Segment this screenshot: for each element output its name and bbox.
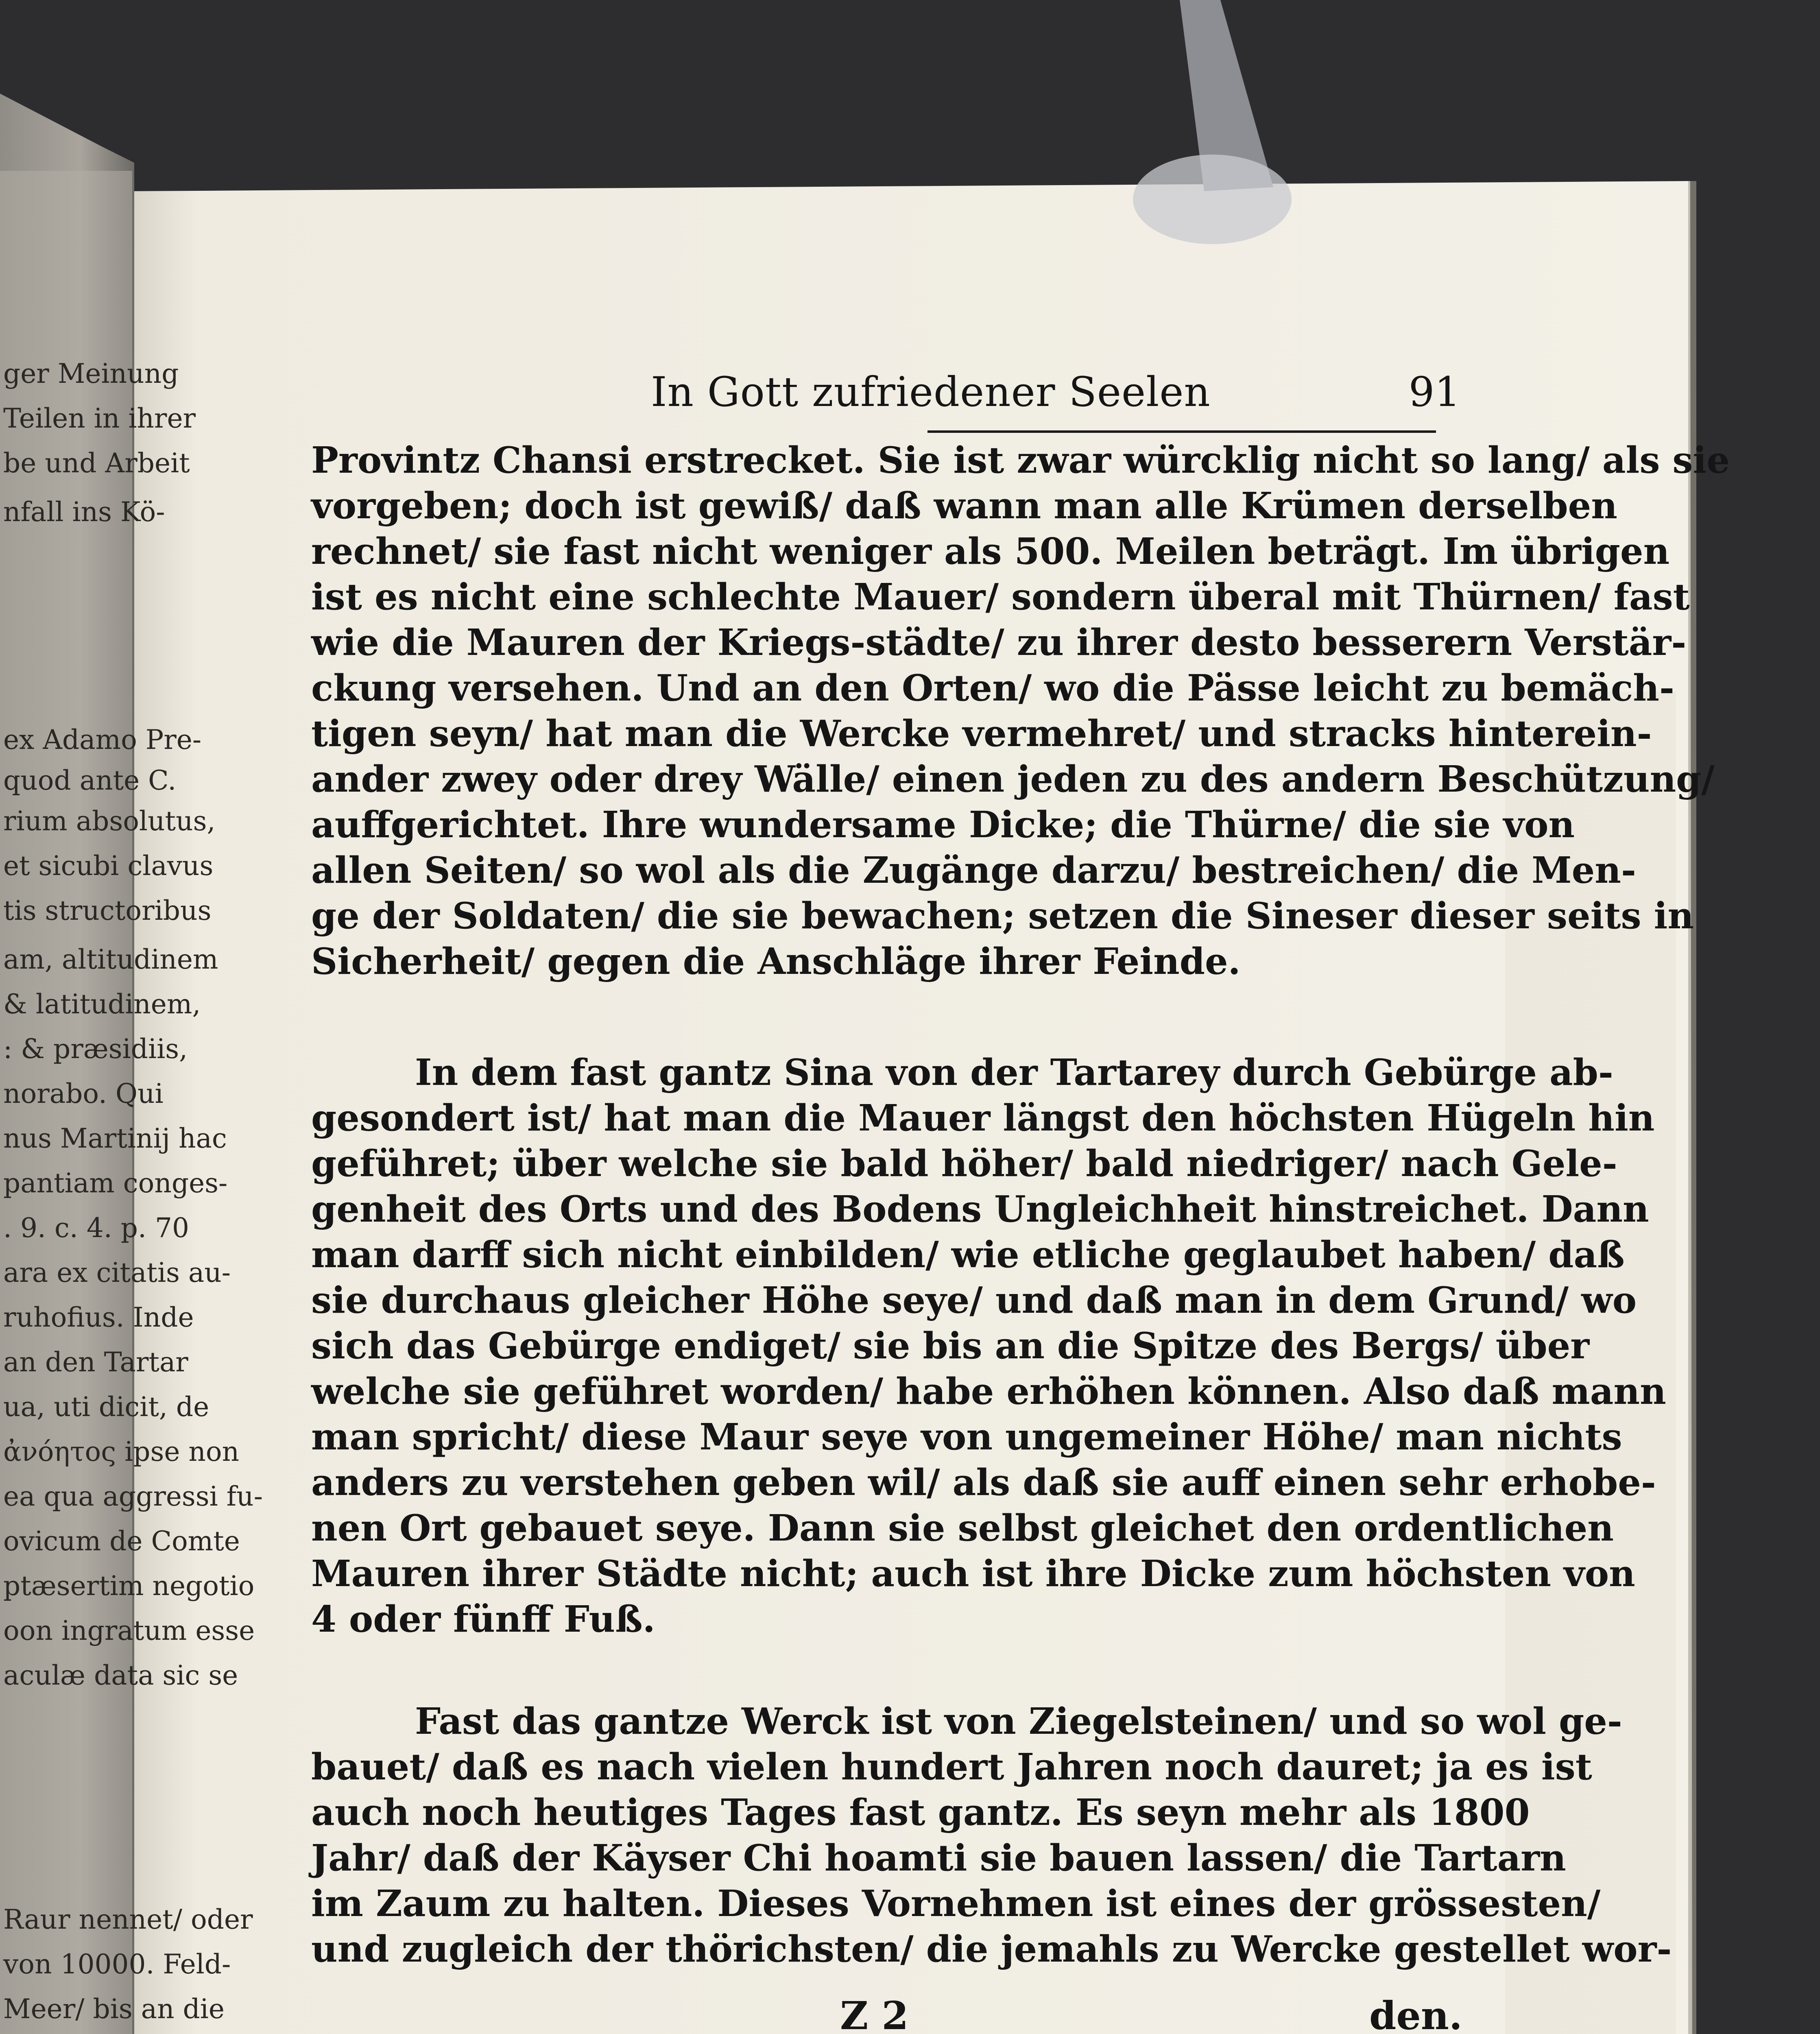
text-line: bauet/ daß es nach vielen hundert Jahren noch dauret; ja es ist bbox=[311, 1745, 1592, 1788]
fragment: rium absolutus, bbox=[3, 805, 216, 837]
fragment: & latitudinem, bbox=[3, 989, 201, 1020]
fragment: Teilen in ihrer bbox=[3, 403, 196, 434]
page-footer bbox=[311, 1993, 1462, 2034]
text-line: wie die Mauren der Kriegs-städte/ zu ihrer desto besserern Verstär- bbox=[311, 621, 1687, 663]
text-line: genheit des Orts und des Bodens Ungleichheit hinstreichet. Dann bbox=[311, 1187, 1649, 1230]
header-rule bbox=[927, 430, 1436, 433]
text-line: ge der Soldaten/ die sie bewachen; setzen die Sineser dieser seits in bbox=[311, 894, 1694, 937]
text-line: Provintz Chansi erstrecket. Sie ist zwar würcklig nicht so lang/ als sie bbox=[311, 439, 1730, 481]
text-line: anders zu verstehen geben wil/ als daß sie auff einen sehr erhobe- bbox=[311, 1461, 1656, 1504]
fragment: quod ante C. bbox=[3, 765, 177, 796]
text-line: Sicherheit/ gegen die Anschläge ihrer Feinde. bbox=[311, 940, 1241, 982]
fragment: nfall ins Kö- bbox=[3, 496, 165, 528]
fragment: pantiam conges- bbox=[3, 1168, 228, 1199]
text-line: ist es nicht eine schlechte Mauer/ sondern überal mit Thürnen/ fast bbox=[311, 575, 1690, 618]
fragment: : & præsidiis, bbox=[3, 1033, 188, 1065]
fragment: an den Tartar bbox=[3, 1347, 188, 1378]
text-line: vorgeben; doch ist gewiß/ daß wann man alle Krümen derselben bbox=[311, 484, 1617, 527]
fragment: aculæ data sic se bbox=[3, 1660, 238, 1691]
text-line: ander zwey oder drey Wälle/ einen jeden zu des andern Beschützung/ bbox=[311, 757, 1715, 800]
text-line: welche sie geführet worden/ habe erhöhen können. Also daß mann bbox=[311, 1370, 1666, 1412]
text-line: Jahr/ daß der Käyser Chi hoamti sie bauen lassen/ die Tartarn bbox=[311, 1836, 1566, 1879]
fragment: ἀνόητος ipse non bbox=[3, 1436, 240, 1467]
fragment: am, altitudinem bbox=[3, 944, 218, 975]
page-header bbox=[651, 368, 1460, 416]
fragment: norabo. Qui bbox=[3, 1078, 164, 1109]
fragment: Raur nennet/ oder bbox=[3, 1904, 253, 1935]
fragment: ptæsertim negotio bbox=[3, 1570, 255, 1602]
text-line: im Zaum zu halten. Dieses Vornehmen ist eines der grössesten/ bbox=[311, 1882, 1601, 1925]
fragment: tis structoribus bbox=[3, 895, 212, 926]
running-title: In Gott zufriedener Seelen bbox=[651, 368, 1211, 416]
catchword: den. bbox=[1369, 1993, 1462, 2034]
fragment: ovicum de Comte bbox=[3, 1526, 240, 1557]
text-line: nen Ort gebauet seye. Dann sie selbst gleichet den ordentlichen bbox=[311, 1506, 1614, 1549]
text-line: auffgerichtet. Ihre wundersame Dicke; die Thürne/ die sie von bbox=[311, 803, 1575, 846]
text-line: sich das Gebürge endiget/ sie bis an die Spitze des Bergs/ über bbox=[311, 1324, 1590, 1367]
fragment: ger Meinung bbox=[3, 358, 179, 389]
text-line: ckung versehen. Und an den Orten/ wo die Pässe leicht zu bemäch- bbox=[311, 666, 1674, 709]
fragment: ara ex citatis au- bbox=[3, 1257, 231, 1288]
text-line: geführet; über welche sie bald höher/ bald niedriger/ nach Gele- bbox=[311, 1142, 1617, 1185]
text-line: sie durchaus gleicher Höhe seye/ und daß man in dem Grund/ wo bbox=[311, 1279, 1637, 1321]
text-line: allen Seiten/ so wol als die Zugänge darzu/ bestreichen/ die Men- bbox=[311, 849, 1636, 891]
signature-mark: Z 2 bbox=[840, 1993, 909, 2034]
text-line: auch noch heutiges Tages fast gantz. Es seyn mehr als 1800 bbox=[311, 1791, 1530, 1833]
fragment: ruhofius. Inde bbox=[3, 1302, 194, 1333]
text-line: In dem fast gantz Sina von der Tartarey durch Gebürge ab- bbox=[415, 1051, 1613, 1093]
text-line: Fast das gantze Werck ist von Ziegelsteinen/ und so wol ge- bbox=[415, 1700, 1622, 1742]
text-line: gesondert ist/ hat man die Mauer längst den höchsten Hügeln hin bbox=[311, 1096, 1655, 1139]
fragment: ua, uti dicit, de bbox=[3, 1391, 209, 1423]
text-line: und zugleich der thörichsten/ die jemahls zu Wercke gestellet wor- bbox=[311, 1927, 1672, 1970]
text-line: rechnet/ sie fast nicht weniger als 500. Meilen beträgt. Im übrigen bbox=[311, 530, 1670, 572]
fragment: et sicubi clavus bbox=[3, 850, 214, 882]
fragment: ea qua aggressi fu- bbox=[3, 1481, 263, 1512]
fragment: oon ingratum esse bbox=[3, 1615, 255, 1646]
fragment: ex Adamo Pre- bbox=[3, 724, 202, 755]
fragment: Meer/ bis an die bbox=[3, 1993, 225, 2025]
text-line: man darff sich nicht einbilden/ wie etliche geglaubet haben/ daß bbox=[311, 1233, 1625, 1276]
text-line: 4 oder fünff Fuß. bbox=[311, 1598, 655, 1640]
fragment: . 9. c. 4. p. 70 bbox=[3, 1212, 189, 1244]
fragment: be und Arbeit bbox=[3, 447, 190, 479]
text-line: man spricht/ diese Maur seye von ungemeiner Höhe/ man nichts bbox=[311, 1415, 1622, 1458]
fragment: von 10000. Feld- bbox=[3, 1949, 231, 1980]
text-line: Mauren ihrer Städte nicht; auch ist ihre Dicke zum höchsten von bbox=[311, 1552, 1635, 1595]
fragment: nus Martinij hac bbox=[3, 1123, 227, 1154]
page-number: 91 bbox=[1408, 368, 1460, 416]
text-line: tigen seyn/ hat man die Wercke vermehret/ und stracks hinterein- bbox=[311, 712, 1652, 755]
